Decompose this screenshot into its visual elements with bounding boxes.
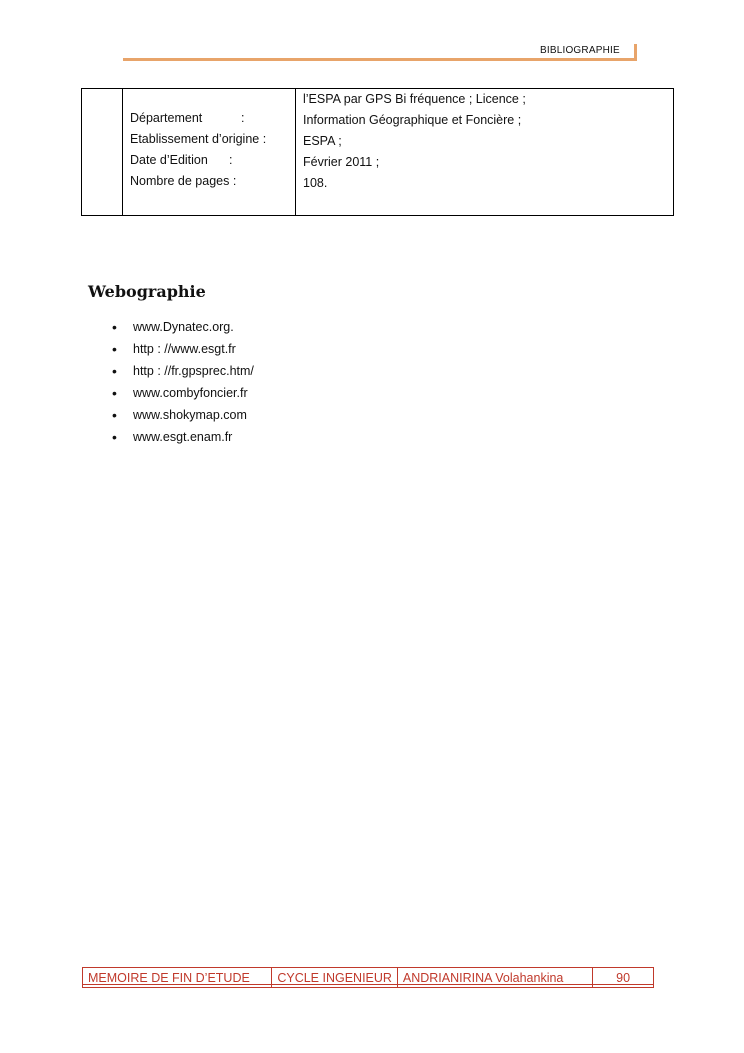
value-line: ESPA ; (303, 134, 342, 148)
bullet-icon: • (112, 363, 117, 379)
label-etablissement: Etablissement d’origine : (130, 132, 267, 146)
label-date-edition: Date d’Edition : (130, 153, 233, 167)
link-text: http : //fr.gpsprec.htm/ (133, 364, 254, 378)
list-item (112, 426, 254, 448)
list-item (112, 316, 254, 338)
value-line: Février 2011 ; (303, 155, 380, 169)
list-item (112, 360, 254, 382)
value-line: 108. (303, 176, 328, 190)
table-cell-values (296, 89, 674, 216)
header-rule (123, 58, 636, 61)
webographie-list (112, 316, 254, 448)
link-text: www.esgt.enam.fr (133, 430, 233, 444)
header-rule-tick (634, 44, 637, 61)
list-item (112, 382, 254, 404)
page-footer (82, 967, 654, 988)
value-line: Information Géographique et Foncière ; (303, 113, 522, 127)
bullet-icon: • (112, 385, 117, 401)
label-departement: Département : (130, 111, 245, 125)
link-text: http : //www.esgt.fr (133, 342, 236, 356)
bullet-icon: • (112, 429, 117, 445)
bullet-icon: • (112, 407, 117, 423)
link-text: www.shokymap.com (133, 408, 247, 422)
bullet-icon: • (112, 319, 117, 335)
link-text: www.Dynatec.org. (133, 320, 234, 334)
footer-cycle: CYCLE INGENIEUR (272, 968, 398, 987)
bullet-icon: • (112, 341, 117, 357)
header-title: BIBLIOGRAPHIE (540, 45, 620, 56)
list-item (112, 338, 254, 360)
section-title-webographie: Webographie (88, 282, 206, 301)
list-item (112, 404, 254, 426)
table-cell-empty (82, 89, 123, 216)
link-text: www.combyfoncier.fr (133, 386, 248, 400)
label-nombre-pages: Nombre de pages : (130, 174, 237, 188)
footer-page-number: 90 (593, 968, 653, 987)
value-line: l’ESPA par GPS Bi fréquence ; Licence ; (303, 92, 526, 106)
table-cell-labels (123, 89, 296, 216)
reference-table (81, 88, 674, 216)
footer-memoire: MEMOIRE DE FIN D’ETUDE (83, 968, 272, 987)
footer-author: ANDRIANIRINA Volahankina (398, 968, 593, 987)
table-row (82, 89, 674, 216)
